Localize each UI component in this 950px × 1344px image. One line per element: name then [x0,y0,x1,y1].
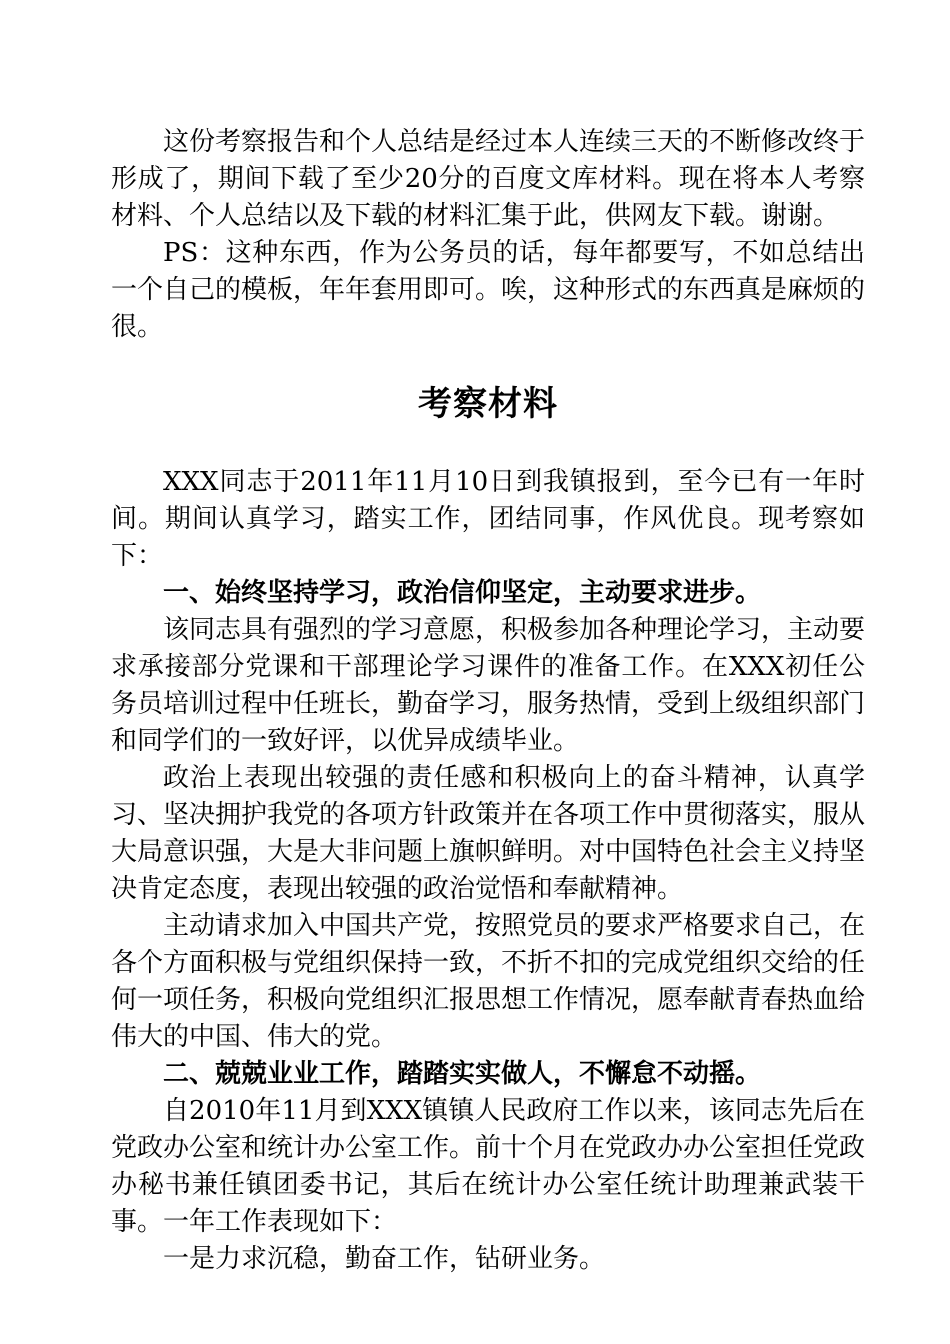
ps-paragraph: PS：这种东西，作为公务员的话，每年都要写，不如总结出一个自己的模板，年年套用即可。唉，这种形式的东西真是麻烦的很。 [111,238,866,342]
section-2-paragraph-2: 一是力求沉稳，勤奋工作，钻研业务。 [163,1244,606,1274]
opening-paragraph: XXX同志于2011年11月10日到我镇报到，至今已有一年时间。期间认真学习，踏实工作，团结同事，作风优良。现考察如下： [111,467,865,571]
intro-paragraph: 这份考察报告和个人总结是经过本人连续三天的不断修改终于形成了，期间下载了至少20分的百度文库材料。现在将本人考察材料、个人总结以及下载的材料汇集于此，供网友下载。谢谢。 [111,127,866,231]
section-1-paragraph-1: 该同志具有强烈的学习意愿，积极参加各种理论学习，主动要求承接部分党课和干部理论学习课件的准备工作。在XXX初任公务员培训过程中任班长，勤奋学习，服务热情，受到上级组织部门和同学们的一致好评，以优异成绩毕业。 [111,615,866,756]
section-1-paragraph-3: 主动请求加入中国共产党，按照党员的要求严格要求自己，在各个方面积极与党组织保持一致，不折不扣的完成党组织交给的任何一项任务，积极向党组织汇报思想工作情况，愿奉献青春热血给伟大的中国、伟大的党。 [111,911,866,1052]
document-body [111,124,865,1278]
section-1-paragraph-2: 政治上表现出较强的责任感和积极向上的奋斗精神，认真学习、坚决拥护我党的各项方针政策并在各项工作中贯彻落实，服从大局意识强，大是大非问题上旗帜鲜明。对中国特色社会主义持坚决肯定态度，表现出较强的政治觉悟和奉献精神。 [111,763,866,904]
page-title: 考察材料 [418,384,558,424]
section-heading-2: 二、兢兢业业工作，踏踏实实做人，不懈怠不动摇。 [163,1059,762,1089]
section-heading-1: 一、始终坚持学习，政治信仰坚定，主动要求进步。 [163,578,762,608]
section-2-paragraph-1: 自2010年11月到XXX镇镇人民政府工作以来，该同志先后在党政办公室和统计办公室工作。前十个月在党政办办公室担任党政办秘书兼任镇团委书记，其后在统计办公室任统计助理兼武装干事。一年工作表现如下： [111,1096,866,1237]
